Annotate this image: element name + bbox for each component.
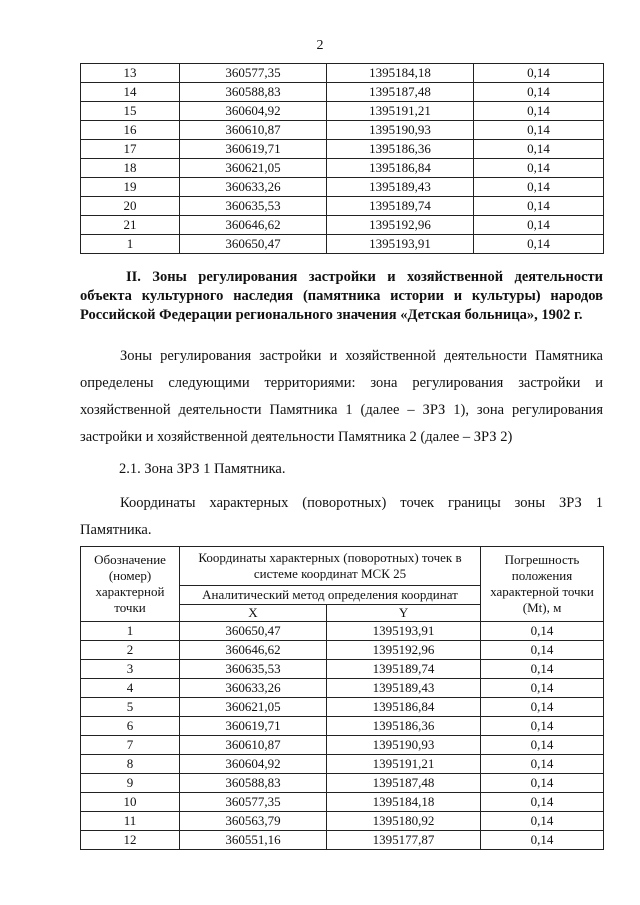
y-coordinate-cell: 1395186,36 (327, 140, 474, 159)
point-number-cell: 19 (81, 178, 180, 197)
point-number-cell: 10 (81, 793, 180, 812)
table-row (81, 698, 604, 717)
error-cell: 0,14 (481, 660, 604, 679)
y-coordinate-cell: 1395187,48 (327, 83, 474, 102)
y-coordinate-cell: 1395186,36 (327, 717, 481, 736)
point-number-cell: 12 (81, 831, 180, 850)
point-number-cell: 9 (81, 774, 180, 793)
x-coordinate-cell: 360633,26 (180, 679, 327, 698)
header-coordinates: Координаты характерных (поворотных) точек в системе координат МСК 25 (180, 547, 481, 586)
x-coordinate-cell: 360621,05 (180, 159, 327, 178)
error-cell: 0,14 (481, 717, 604, 736)
y-coordinate-cell: 1395186,84 (327, 698, 481, 717)
x-coordinate-cell: 360646,62 (180, 216, 327, 235)
point-number-cell: 13 (81, 64, 180, 83)
y-coordinate-cell: 1395190,93 (327, 121, 474, 140)
y-coordinate-cell: 1395191,21 (327, 755, 481, 774)
section-paragraph: Зоны регулирования застройки и хозяйственной деятельности Памятника определены следующими территориями: зона регулирования застройки и хозяйственной деятельности Памятника 1 (далее – ЗРЗ 1), зона регулирования застройки и хозяйственной деятельности Памятника 2 (далее – ЗРЗ 2) (80, 348, 603, 445)
coordinates-intro-paragraph: Координаты характерных (поворотных) точек границы зоны ЗРЗ 1 Памятника. (80, 495, 603, 538)
table-row (81, 235, 604, 254)
y-coordinate-cell: 1395191,21 (327, 102, 474, 121)
error-cell: 0,14 (481, 698, 604, 717)
point-number-cell: 17 (81, 140, 180, 159)
error-cell: 0,14 (474, 159, 604, 178)
table-row (81, 102, 604, 121)
error-cell: 0,14 (481, 812, 604, 831)
error-cell: 0,14 (481, 774, 604, 793)
error-cell: 0,14 (481, 755, 604, 774)
x-coordinate-cell: 360551,16 (180, 831, 327, 850)
point-number-cell: 1 (81, 622, 180, 641)
table-row (81, 812, 604, 831)
x-coordinate-cell: 360588,83 (180, 83, 327, 102)
table-row (81, 793, 604, 812)
x-coordinate-cell: 360619,71 (180, 140, 327, 159)
point-number-cell: 21 (81, 216, 180, 235)
point-number-cell: 18 (81, 159, 180, 178)
point-number-cell: 2 (81, 641, 180, 660)
header-method: Аналитический метод определения координат (180, 586, 481, 605)
point-number-cell: 8 (81, 755, 180, 774)
point-number-cell: 5 (81, 698, 180, 717)
x-coordinate-cell: 360635,53 (180, 197, 327, 216)
error-cell: 0,14 (481, 793, 604, 812)
zrz1-coordinates-table (80, 546, 604, 850)
error-cell: 0,14 (474, 178, 604, 197)
y-coordinate-cell: 1395189,74 (327, 660, 481, 679)
error-cell: 0,14 (474, 235, 604, 254)
table-row (81, 178, 604, 197)
x-coordinate-cell: 360588,83 (180, 774, 327, 793)
header-point-number: Обозначение (номер) характерной точки (81, 547, 180, 622)
table-row (81, 679, 604, 698)
x-coordinate-cell: 360646,62 (180, 641, 327, 660)
y-coordinate-cell: 1395189,74 (327, 197, 474, 216)
table-row (81, 64, 604, 83)
error-cell: 0,14 (481, 622, 604, 641)
error-cell: 0,14 (474, 216, 604, 235)
error-cell: 0,14 (474, 102, 604, 121)
page-number: 2 (316, 38, 324, 53)
point-number-cell: 7 (81, 736, 180, 755)
x-coordinate-cell: 360621,05 (180, 698, 327, 717)
table-row (81, 83, 604, 102)
y-coordinate-cell: 1395192,96 (327, 216, 474, 235)
point-number-cell: 20 (81, 197, 180, 216)
error-cell: 0,14 (474, 83, 604, 102)
x-coordinate-cell: 360619,71 (180, 717, 327, 736)
point-number-cell: 15 (81, 102, 180, 121)
y-coordinate-cell: 1395190,93 (327, 736, 481, 755)
x-coordinate-cell: 360577,35 (180, 793, 327, 812)
error-cell: 0,14 (474, 64, 604, 83)
x-coordinate-cell: 360604,92 (180, 755, 327, 774)
section-heading: II. Зоны регулирования застройки и хозяйственной деятельности объекта культурного наследия (памятника истории и культуры) народов Российской Федерации регионального значения «Детская больница», 1902 г. (80, 269, 603, 323)
y-coordinate-cell: 1395184,18 (327, 793, 481, 812)
subsection-title: 2.1. Зона ЗРЗ 1 Памятника. (119, 461, 286, 477)
x-coordinate-cell: 360633,26 (180, 178, 327, 197)
y-coordinate-cell: 1395193,91 (327, 235, 474, 254)
point-number-cell: 14 (81, 83, 180, 102)
table-row (81, 736, 604, 755)
x-coordinate-cell: 360610,87 (180, 736, 327, 755)
table-row (81, 717, 604, 736)
header-x: X (180, 605, 327, 622)
error-cell: 0,14 (474, 197, 604, 216)
table-row (81, 622, 604, 641)
y-coordinate-cell: 1395189,43 (327, 679, 481, 698)
table-row (81, 831, 604, 850)
error-cell: 0,14 (481, 641, 604, 660)
header-y: Y (327, 605, 481, 622)
error-cell: 0,14 (474, 121, 604, 140)
x-coordinate-cell: 360563,79 (180, 812, 327, 831)
point-number-cell: 16 (81, 121, 180, 140)
table-row (81, 121, 604, 140)
y-coordinate-cell: 1395189,43 (327, 178, 474, 197)
y-coordinate-cell: 1395192,96 (327, 641, 481, 660)
x-coordinate-cell: 360650,47 (180, 622, 327, 641)
x-coordinate-cell: 360635,53 (180, 660, 327, 679)
y-coordinate-cell: 1395186,84 (327, 159, 474, 178)
point-number-cell: 1 (81, 235, 180, 254)
table-row (81, 216, 604, 235)
x-coordinate-cell: 360610,87 (180, 121, 327, 140)
y-coordinate-cell: 1395187,48 (327, 774, 481, 793)
y-coordinate-cell: 1395184,18 (327, 64, 474, 83)
header-error: Погрешность положения характерной точки (Mt), м (481, 547, 604, 622)
error-cell: 0,14 (481, 831, 604, 850)
table-row (81, 197, 604, 216)
y-coordinate-cell: 1395180,92 (327, 812, 481, 831)
table-row (81, 660, 604, 679)
point-number-cell: 3 (81, 660, 180, 679)
error-cell: 0,14 (481, 679, 604, 698)
point-number-cell: 4 (81, 679, 180, 698)
table-row (81, 140, 604, 159)
y-coordinate-cell: 1395193,91 (327, 622, 481, 641)
x-coordinate-cell: 360650,47 (180, 235, 327, 254)
x-coordinate-cell: 360577,35 (180, 64, 327, 83)
point-number-cell: 11 (81, 812, 180, 831)
coordinates-table-continued (80, 63, 604, 254)
table-row (81, 641, 604, 660)
table-row (81, 774, 604, 793)
error-cell: 0,14 (474, 140, 604, 159)
y-coordinate-cell: 1395177,87 (327, 831, 481, 850)
table-row (81, 159, 604, 178)
point-number-cell: 6 (81, 717, 180, 736)
x-coordinate-cell: 360604,92 (180, 102, 327, 121)
error-cell: 0,14 (481, 736, 604, 755)
table-row (81, 755, 604, 774)
